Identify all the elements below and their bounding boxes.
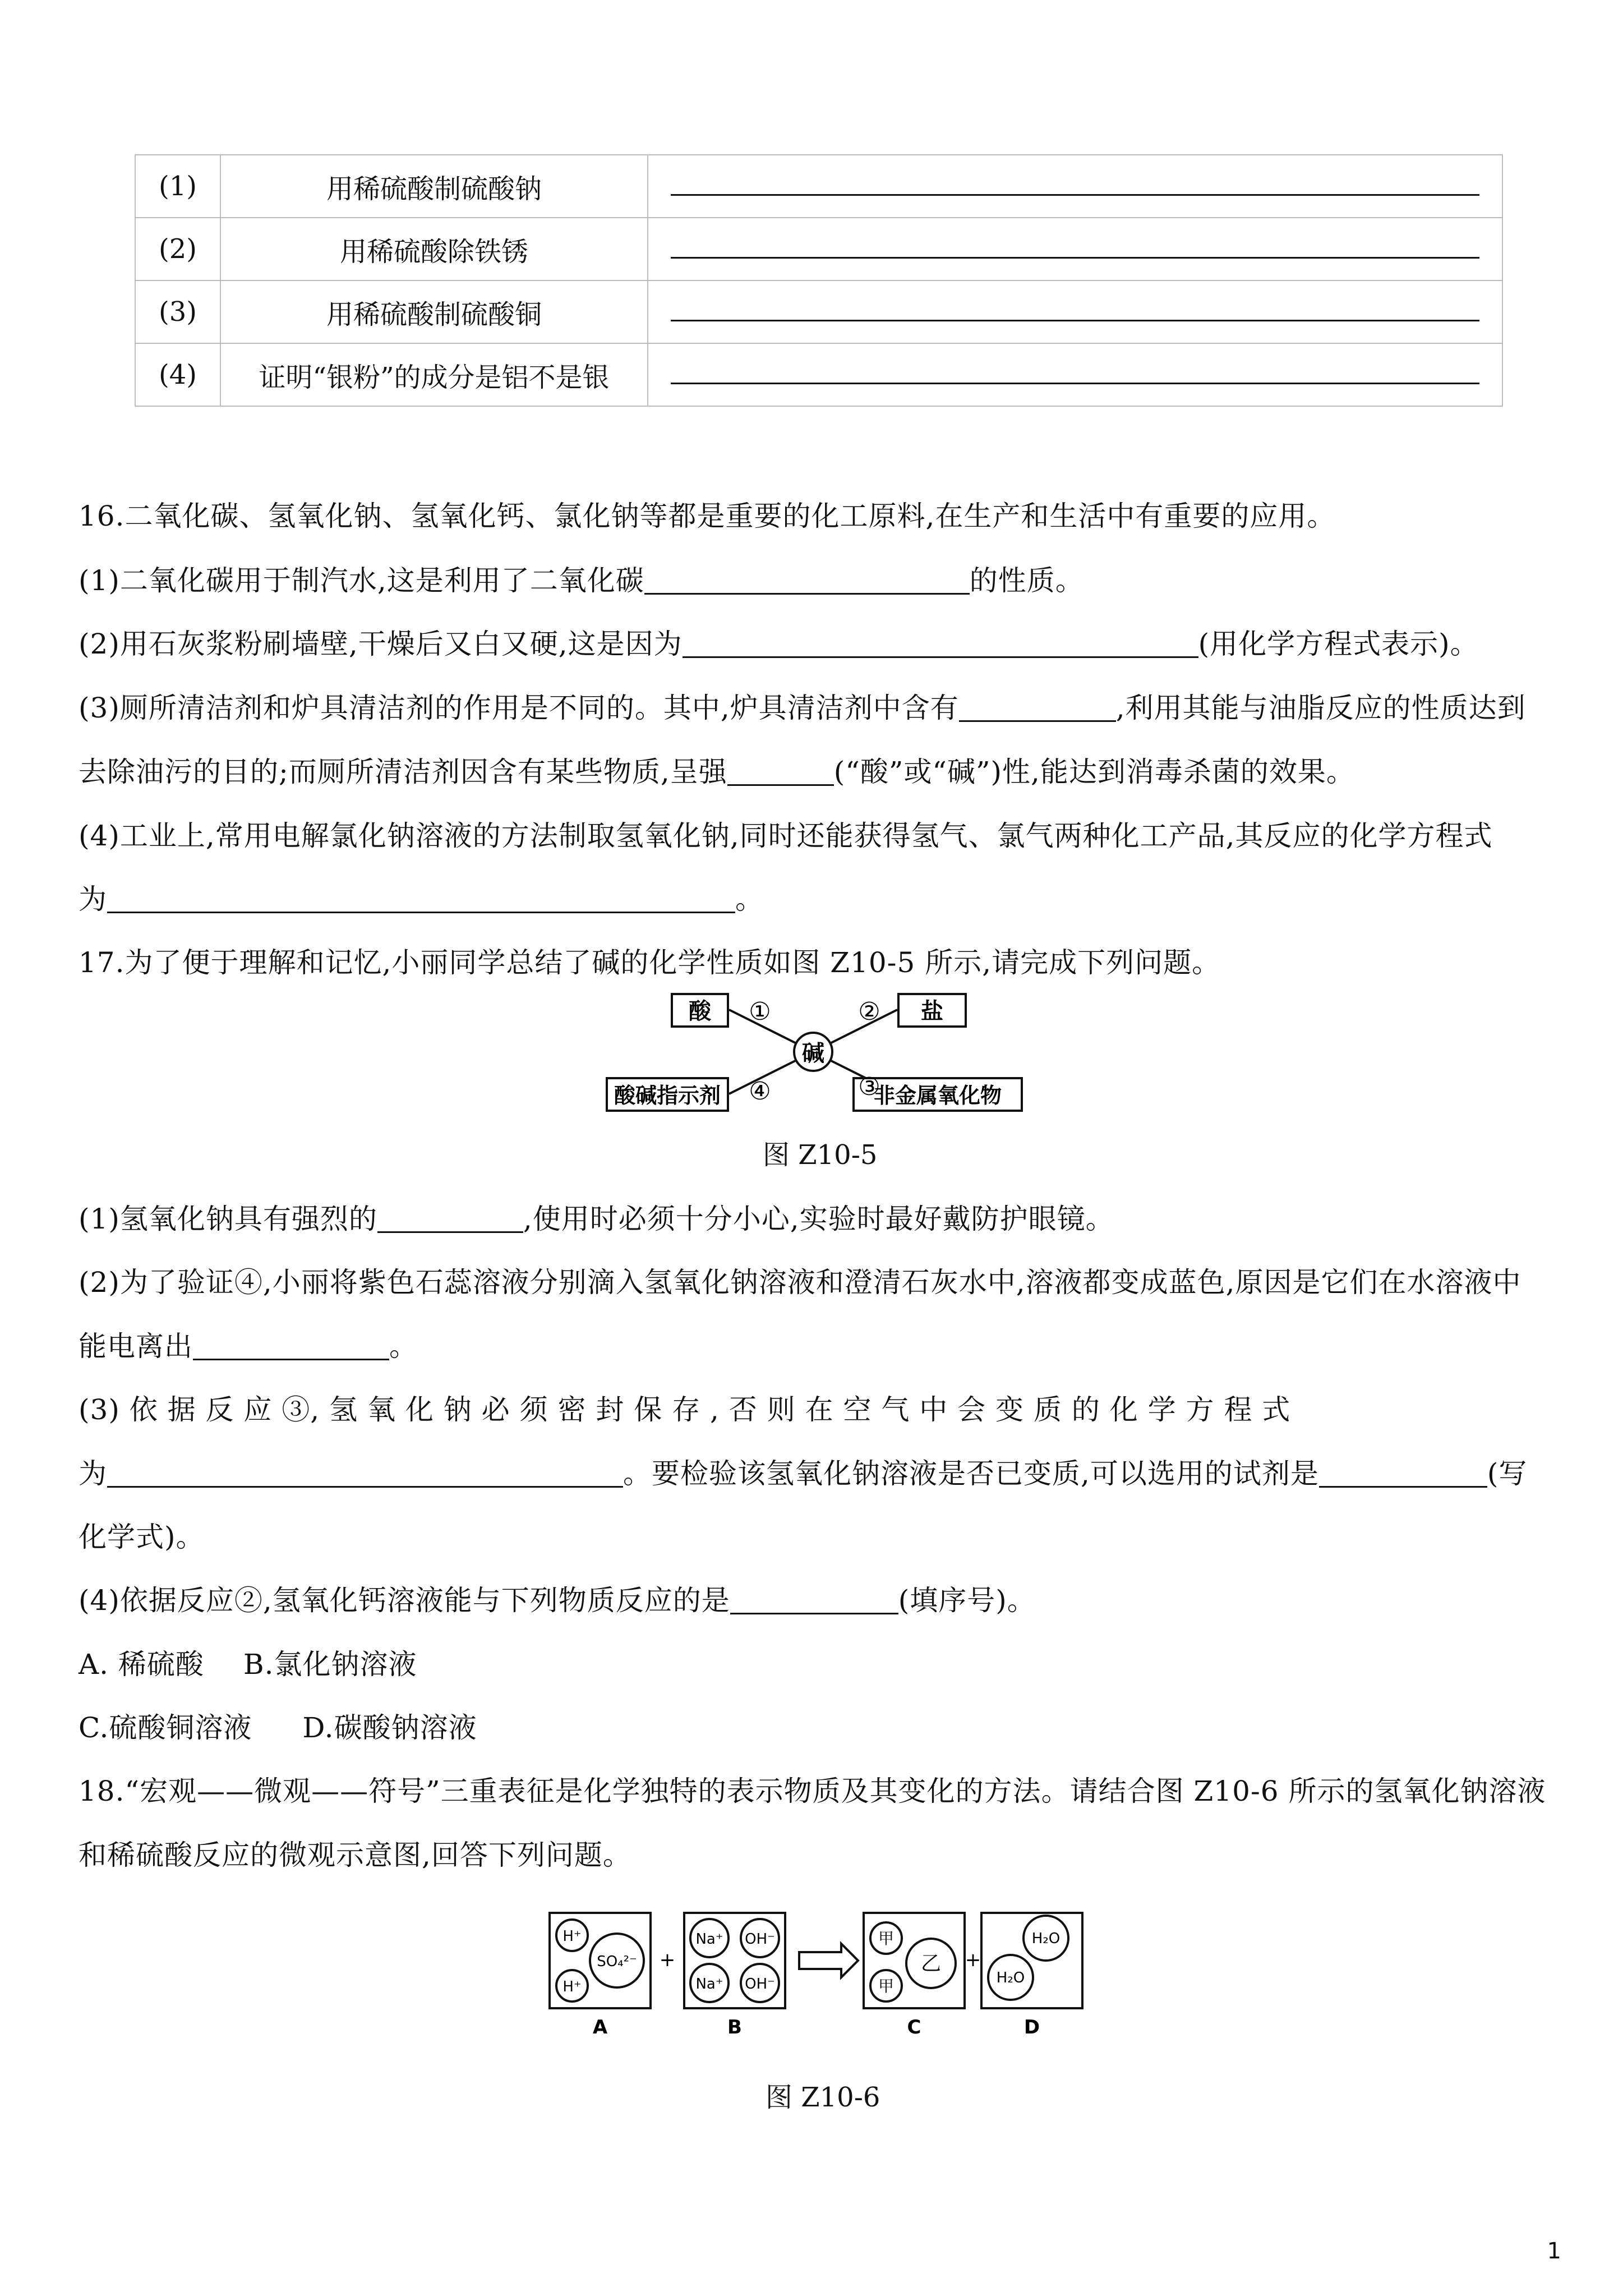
row-task: 证明“银粉”的成分是铝不是银 (220, 343, 648, 406)
answer-cell[interactable] (648, 343, 1502, 406)
q16-part3-cont (79, 749, 1355, 790)
q16-part4: (4)工业上,常用电解氯化钠溶液的方法制取氢氧化钠,同时还能获得氢气、氯气两种化工产品,其反应的化学方程式 (79, 820, 1493, 852)
q16-part3 (79, 685, 1526, 726)
q17-part2: (2)为了验证④,小丽将紫色石蕊溶液分别滴入氢氧化钠溶液和澄清石灰水中,溶液都变成蓝色,原因是它们在水溶液中 (79, 1266, 1521, 1299)
table-row (135, 218, 1502, 280)
q18-stem-cont: 和稀硫酸反应的微观示意图,回答下列问题。 (79, 1839, 631, 1871)
reaction-label-4: ④ (749, 1077, 771, 1106)
answer-blank[interactable] (644, 565, 970, 595)
reaction-label-1: ① (749, 997, 771, 1026)
node-nonmetal-oxide: 非金属氧化物 (873, 1083, 1002, 1108)
q17-p1-text: (1)氢氧化钠具有强烈的 (79, 1203, 377, 1235)
node-salt: 盐 (921, 999, 943, 1024)
q17-p3-text-4: (写 (1487, 1457, 1528, 1490)
answer-blank[interactable] (377, 1203, 523, 1233)
row-task: 用稀硫酸除铁锈 (220, 218, 648, 280)
ion-na-plus: Na⁺ (695, 1976, 723, 1993)
q16-p4-text-2: 为 (79, 883, 107, 915)
q17-options-row1 (79, 1642, 417, 1682)
label-b: B (727, 2016, 742, 2039)
label-a: A (592, 2016, 608, 2039)
row-number: (1) (135, 155, 220, 218)
plus-sign: + (965, 1949, 981, 1971)
ion-oh-minus: OH⁻ (745, 1976, 775, 1993)
answer-cell[interactable] (648, 218, 1502, 280)
q17-part3-end: 化学式)。 (79, 1521, 205, 1553)
option-c[interactable]: C.硫酸铜溶液 (79, 1711, 252, 1744)
q17-p1-text-end: ,使用时必须十分小心,实验时最好戴防护眼镜。 (523, 1203, 1114, 1235)
question-15-table (135, 154, 1503, 407)
row-number: (2) (135, 218, 220, 280)
answer-blank[interactable] (107, 1458, 623, 1488)
q17-p3-text-2: 为 (79, 1457, 107, 1490)
q16-p1-text-end: 的性质。 (969, 564, 1084, 597)
answer-cell[interactable] (648, 155, 1502, 218)
answer-blank[interactable] (727, 756, 834, 786)
q18-stem: 18.“宏观——微观——符号”三重表征是化学独特的表示物质及其变化的方法。请结合图 Z10-6 所示的氢氧化钠溶液 (79, 1775, 1546, 1807)
q16-p3-text-end: (“酸”或“碱”)性,能达到消毒杀菌的效果。 (833, 756, 1355, 788)
q16-p1-text: (1)二氧化碳用于制汽水,这是利用了二氧化碳 (79, 564, 644, 597)
q17-part2-cont (79, 1324, 418, 1364)
ion-h-plus: H⁺ (562, 1978, 582, 1995)
q17-p2-text-2: 能电离出 (79, 1330, 193, 1363)
answer-blank[interactable] (107, 884, 735, 913)
table-row (135, 343, 1502, 406)
particle-jia: 甲 (878, 1977, 895, 1995)
q17-p4-text: (4)依据反应②,氢氧化钙溶液能与下列物质反应的是 (79, 1584, 730, 1617)
q17-stem: 17.为了便于理解和记忆,小丽同学总结了碱的化学性质如图 Z10-5 所示,请完成下列问题。 (79, 946, 1221, 979)
label-c: C (907, 2016, 921, 2039)
q17-part4 (79, 1578, 1036, 1618)
ion-oh-minus: OH⁻ (745, 1931, 775, 1948)
figure-caption-z10-6: 图 Z10-6 (766, 2082, 880, 2113)
answer-blank[interactable] (683, 628, 1198, 658)
molecule-water: H₂O (1031, 1930, 1061, 1947)
answer-blank[interactable] (730, 1585, 898, 1614)
q16-p3-text: (3)厕所清洁剂和炉具清洁剂的作用是不同的。其中,炉具清洁剂中含有 (79, 692, 959, 724)
node-acid: 酸 (689, 999, 711, 1024)
q16-p3-text-mid: ,利用其能与油脂反应的性质达到 (1115, 692, 1526, 724)
q16-part4-cont (79, 877, 764, 917)
figure-caption-z10-5: 图 Z10-5 (763, 1139, 878, 1171)
q16-p2-text-end: (用化学方程式表示)。 (1198, 628, 1479, 660)
answer-blank[interactable] (193, 1331, 389, 1360)
q17-options-row2 (79, 1705, 477, 1746)
row-number: (3) (135, 280, 220, 343)
q16-p2-text: (2)用石灰浆粉刷墙壁,干燥后又白又硬,这是因为 (79, 628, 683, 660)
q17-part3-cont (79, 1451, 1527, 1492)
particle-jia: 甲 (878, 1929, 895, 1948)
label-d: D (1023, 2016, 1040, 2039)
table-row (135, 280, 1502, 343)
q17-p3-text-3: 。要检验该氢氧化钠溶液是否已变质,可以选用的试剂是 (623, 1457, 1319, 1490)
table-row (135, 155, 1502, 218)
answer-cell[interactable] (648, 280, 1502, 343)
q17-p2-text-end: 。 (389, 1330, 418, 1363)
option-b[interactable]: B.氯化钠溶液 (243, 1648, 417, 1681)
q16-part1 (79, 558, 1084, 599)
answer-blank[interactable] (1319, 1458, 1487, 1488)
option-d[interactable]: D.碳酸钠溶液 (302, 1711, 477, 1744)
reaction-label-2: ② (858, 997, 880, 1026)
row-number: (4) (135, 343, 220, 406)
row-task: 用稀硫酸制硫酸钠 (220, 155, 648, 218)
reaction-label-3: ③ (858, 1073, 880, 1101)
page-number: 1 (1547, 2238, 1561, 2264)
option-a[interactable]: A. 稀硫酸 (79, 1648, 204, 1681)
q16-stem: 16.二氧化碳、氢氧化钠、氢氧化钙、氯化钠等都是重要的化工原料,在生产和生活中有重要的应用。 (79, 500, 1336, 532)
q16-part2 (79, 622, 1479, 662)
row-task: 用稀硫酸制硫酸铜 (220, 280, 648, 343)
particle-yi: 乙 (920, 1952, 942, 1975)
center-node-alkali: 碱 (802, 1041, 824, 1066)
plus-sign: + (659, 1949, 676, 1971)
alkali-properties-diagram (606, 987, 1032, 1116)
ion-na-plus: Na⁺ (695, 1931, 723, 1948)
q16-p3-text-2: 去除油污的目的;而厕所清洁剂因含有某些物质,呈强 (79, 756, 727, 788)
ion-h-plus: H⁺ (562, 1928, 582, 1945)
molecule-water: H₂O (996, 1970, 1025, 1986)
q16-p4-text-end: 。 (735, 883, 764, 915)
ion-sulfate: SO₄²⁻ (597, 1953, 637, 1970)
q17-part1 (79, 1197, 1114, 1237)
q17-p4-text-end: (填序号)。 (898, 1584, 1036, 1617)
neutralization-micro-diagram (544, 1907, 1088, 2042)
q17-part3: (3) 依 据 反 应 ③, 氢 氧 化 钠 必 须 密 封 保 存 , 否 则 在 空 气 中 会 变 质 的 化 学 方 程 式 (79, 1393, 1291, 1426)
node-indicator: 酸碱指示剂 (614, 1083, 721, 1108)
answer-blank[interactable] (959, 692, 1116, 722)
